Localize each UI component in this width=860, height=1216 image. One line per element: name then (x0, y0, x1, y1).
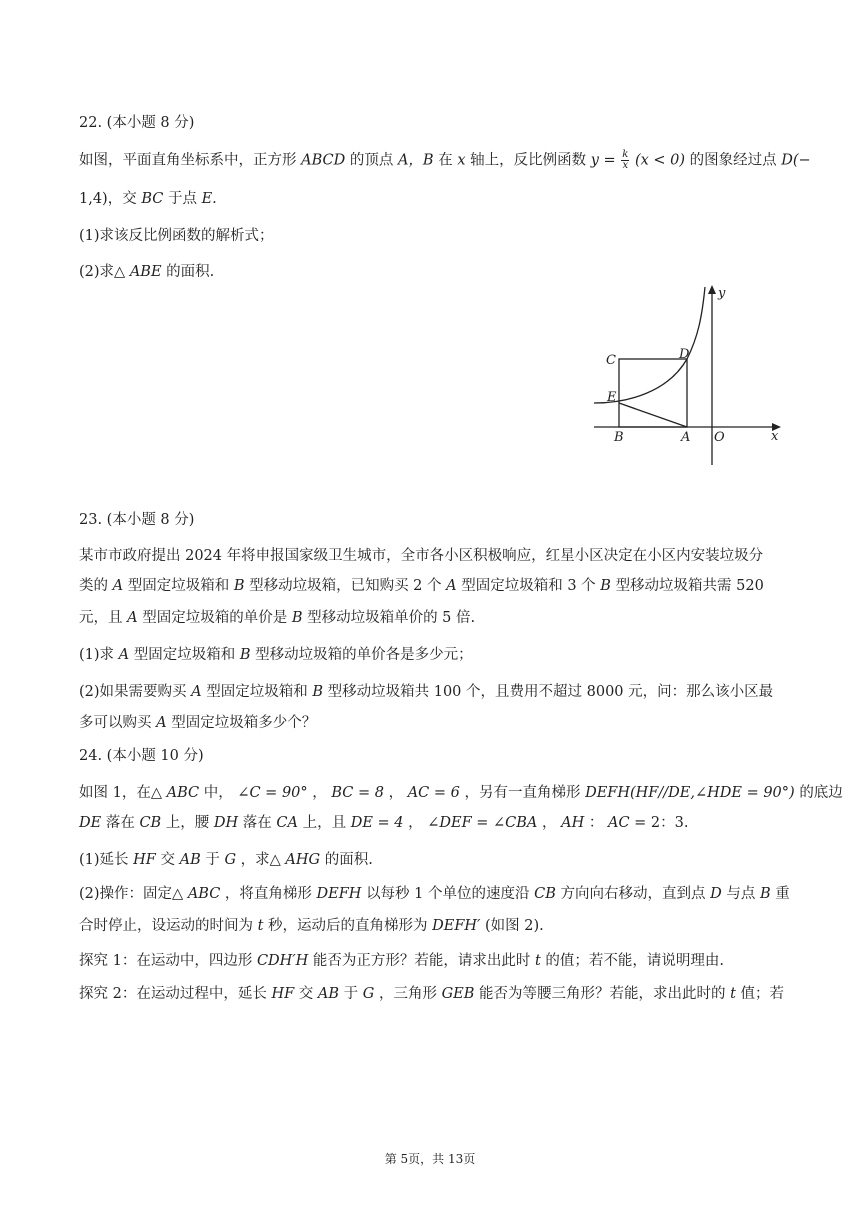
label-d: D (679, 347, 690, 362)
q23-text: 型固定垃圾箱和 (206, 684, 308, 700)
q24-text: 与点 (726, 886, 756, 902)
q22-math: y = (590, 152, 616, 169)
q22-heading: 22. (本小题 8 分) (79, 115, 195, 131)
q24-text: 能否为正方形？若能，请求出此时 (312, 953, 531, 969)
q22-math: D(− (781, 152, 811, 169)
q24-math: AHG (285, 852, 321, 868)
q23-math: B (312, 684, 324, 700)
q24-explore2 (79, 984, 784, 1004)
square-abcd (619, 359, 687, 427)
q22-math: ABE (129, 264, 162, 280)
q24-text: 值；若 (740, 986, 785, 1002)
q24-sub2-line2 (79, 916, 544, 936)
q24-math: D (710, 886, 722, 902)
q23-text: 类的 (79, 578, 108, 594)
q24-math: HF (271, 986, 295, 1002)
q23-math: A (191, 684, 202, 700)
q22-math: A，B (397, 152, 434, 169)
fraction-numerator: k (622, 149, 629, 160)
label-x: x (771, 429, 779, 444)
hyperbola-curve (594, 287, 705, 403)
page-footer: 第 5页，共 13页 (384, 1152, 476, 1166)
q24-text: ，求△ (240, 852, 281, 868)
q24-math: t (534, 953, 541, 969)
q24-text: 上，且 (302, 815, 347, 831)
q22-math: E. (201, 191, 217, 207)
q22-stem-line1 (79, 150, 811, 171)
q23-text: (2)如果需要购买 (79, 684, 187, 700)
q22-math: ABCD (301, 152, 346, 169)
q24-text: 上，腰 (165, 815, 210, 831)
q24-text: 的值；若不能，请说明理由. (545, 953, 725, 969)
q23-math: A (127, 610, 138, 626)
label-a: A (681, 430, 691, 445)
q23-text: 元，且 (79, 610, 123, 626)
q23-heading: 23. (本小题 8 分) (79, 512, 195, 528)
q22-text: 的顶点 (349, 152, 394, 169)
q24-text: 合时停止，设运动的时间为 (79, 918, 253, 934)
q23-math: B (239, 647, 251, 663)
q24-math: AH (561, 815, 585, 831)
q23-sub1 (79, 645, 473, 665)
q24-heading: 24. (本小题 10 分) (79, 748, 204, 764)
q22-text: 在 (438, 152, 453, 169)
q24-math: BC = 8 (331, 785, 384, 801)
q24-text: ， (542, 815, 557, 831)
q24-text: 交 (298, 986, 314, 1002)
q24-text: ， (408, 815, 423, 831)
q23-stem-line3 (79, 608, 475, 628)
q24-text: 交 (160, 852, 175, 868)
q24-math: CB (139, 815, 162, 831)
q24-text: 于 (205, 852, 220, 868)
q22-fraction (621, 150, 629, 171)
q24-text: 方向向右移动，直到点 (560, 886, 706, 902)
fraction-denominator: x (622, 160, 629, 171)
q23-text: 型固定垃圾箱的单价是 (142, 610, 288, 626)
q24-math: t (257, 918, 264, 934)
q23-sub2-line1 (79, 682, 773, 702)
q24-text: 的底边 (799, 785, 843, 801)
q22-stem-line2 (79, 189, 217, 209)
q23-stem-line1: 某市市政府提出 2024 年将申报国家级卫生城市，全市各小区积极响应，红星小区决定在小区内安装垃圾分 (79, 548, 764, 564)
q22-math: BC (141, 191, 164, 207)
q24-text: (1)延长 (79, 852, 129, 868)
q23-stem-line2 (79, 576, 764, 596)
q24-math: AB (179, 852, 201, 868)
q24-text: 探究 2：在运动过程中，延长 (79, 986, 267, 1002)
q23-text: 多可以购买 (79, 715, 152, 731)
q24-text: (如图 2). (484, 918, 544, 934)
q24-text: ， (312, 785, 327, 801)
q24-math: ABC (187, 886, 221, 902)
q24-math: HF (133, 852, 156, 868)
q23-math: A (112, 578, 124, 594)
q24-text: 于 (343, 986, 359, 1002)
q24-math: ∠DEF = ∠CBA (427, 815, 538, 831)
q22-text: 于点 (167, 191, 197, 207)
q24-explore1 (79, 951, 724, 971)
q23-sub2-line2 (79, 713, 316, 733)
q22-text: 的图象经过点 (689, 152, 777, 169)
q24-math: G (224, 852, 237, 868)
q24-sub1 (79, 850, 373, 870)
q22-sub2 (79, 262, 214, 282)
q23-text: 型移动垃圾箱的单价各是多少元； (255, 647, 473, 663)
q24-text: 以每秒 1 个单位的速度沿 (366, 886, 530, 902)
q24-text: ： (588, 815, 604, 831)
q24-text: ，三角形 (378, 986, 437, 1002)
q22-math: x (457, 152, 466, 169)
q24-text: 落在 (242, 815, 272, 831)
q23-text: 型移动垃圾箱，已知购买 2 个 (249, 578, 442, 594)
q23-math: B (600, 578, 611, 594)
q22-text: (2)求△ (79, 264, 126, 280)
q24-math: G (362, 986, 375, 1002)
q23-text: 型固定垃圾箱多少个？ (171, 715, 317, 731)
q23-math: B (233, 578, 245, 594)
q24-math: DEFH (316, 886, 362, 902)
q22-text: 如图，平面直角坐标系中，正方形 (79, 152, 297, 169)
q23-math: A (446, 578, 457, 594)
q24-stem-line1 (79, 783, 843, 803)
q23-text: 型移动垃圾箱共需 520 (615, 578, 764, 594)
q24-math: DEFH′ (432, 918, 481, 934)
q22-sub1: (1)求该反比例函数的解析式； (79, 228, 274, 244)
y-axis-arrow (708, 285, 716, 294)
q24-text: 秒，运动后的直角梯形为 (268, 918, 428, 934)
q24-stem-line2 (79, 813, 688, 833)
label-e: E (607, 390, 617, 405)
q22-math: (x < 0) (634, 152, 686, 169)
q24-text: ，将直角梯形 (224, 886, 312, 902)
q24-math: DE (79, 815, 102, 831)
q24-math: DE = 4 (350, 815, 404, 831)
q24-math: DH (213, 815, 239, 831)
q24-math: CA (276, 815, 298, 831)
q22-text: 轴上，反比例函数 (470, 152, 587, 169)
q24-text: (2)操作：固定△ (79, 886, 184, 902)
q24-math: CDH′H (256, 953, 309, 969)
segment-ea (619, 403, 687, 427)
q24-text: 中， (203, 785, 233, 801)
q23-text: 型固定垃圾箱和 (133, 647, 236, 663)
q22-figure (588, 282, 788, 472)
q24-text: ，另有一直角梯形 (464, 785, 581, 801)
q23-text: 型固定垃圾箱和 3 个 (461, 578, 596, 594)
q24-math: B (759, 886, 771, 902)
q24-math: GEB (441, 986, 475, 1002)
q23-text: 型固定垃圾箱和 (127, 578, 230, 594)
q24-text: 探究 1：在运动中，四边形 (79, 953, 253, 969)
q24-math: ∠C = 90° (237, 785, 308, 801)
q23-math: B (291, 610, 303, 626)
q23-text: (1)求 (79, 647, 115, 663)
q24-sub2-line1 (79, 884, 790, 904)
q23-text: 型移动垃圾箱共 100 个，且费用不超过 8000 元，问：那么该小区最 (327, 684, 774, 700)
q24-math: AC (607, 815, 630, 831)
q24-text: 落在 (105, 815, 135, 831)
label-y: y (718, 286, 726, 301)
q23-text: 型移动垃圾箱单价的 5 倍. (307, 610, 476, 626)
q24-text: ， (388, 785, 404, 801)
q24-text: 的面积. (324, 852, 373, 868)
q22-text: 的面积. (166, 264, 215, 280)
q23-math: A (156, 715, 167, 731)
q24-math: AC = 6 (407, 785, 460, 801)
q24-text: = 2：3. (634, 815, 689, 831)
q22-text: 1,4)，交 (79, 191, 137, 207)
q24-text: 如图 1，在△ (79, 785, 162, 801)
q24-text: 能否为等腰三角形？若能，求出此时的 (479, 986, 726, 1002)
q24-text: 重 (775, 886, 790, 902)
label-c: C (606, 353, 616, 368)
q24-math: ABC (166, 785, 200, 801)
q24-math: DEFH(HF//DE,∠HDE = 90°) (585, 785, 795, 801)
q23-math: A (118, 647, 130, 663)
q24-math: t (730, 986, 736, 1002)
q24-math: CB (534, 886, 556, 902)
q24-math: AB (317, 986, 340, 1002)
label-o: O (714, 430, 725, 445)
label-b: B (614, 430, 624, 445)
